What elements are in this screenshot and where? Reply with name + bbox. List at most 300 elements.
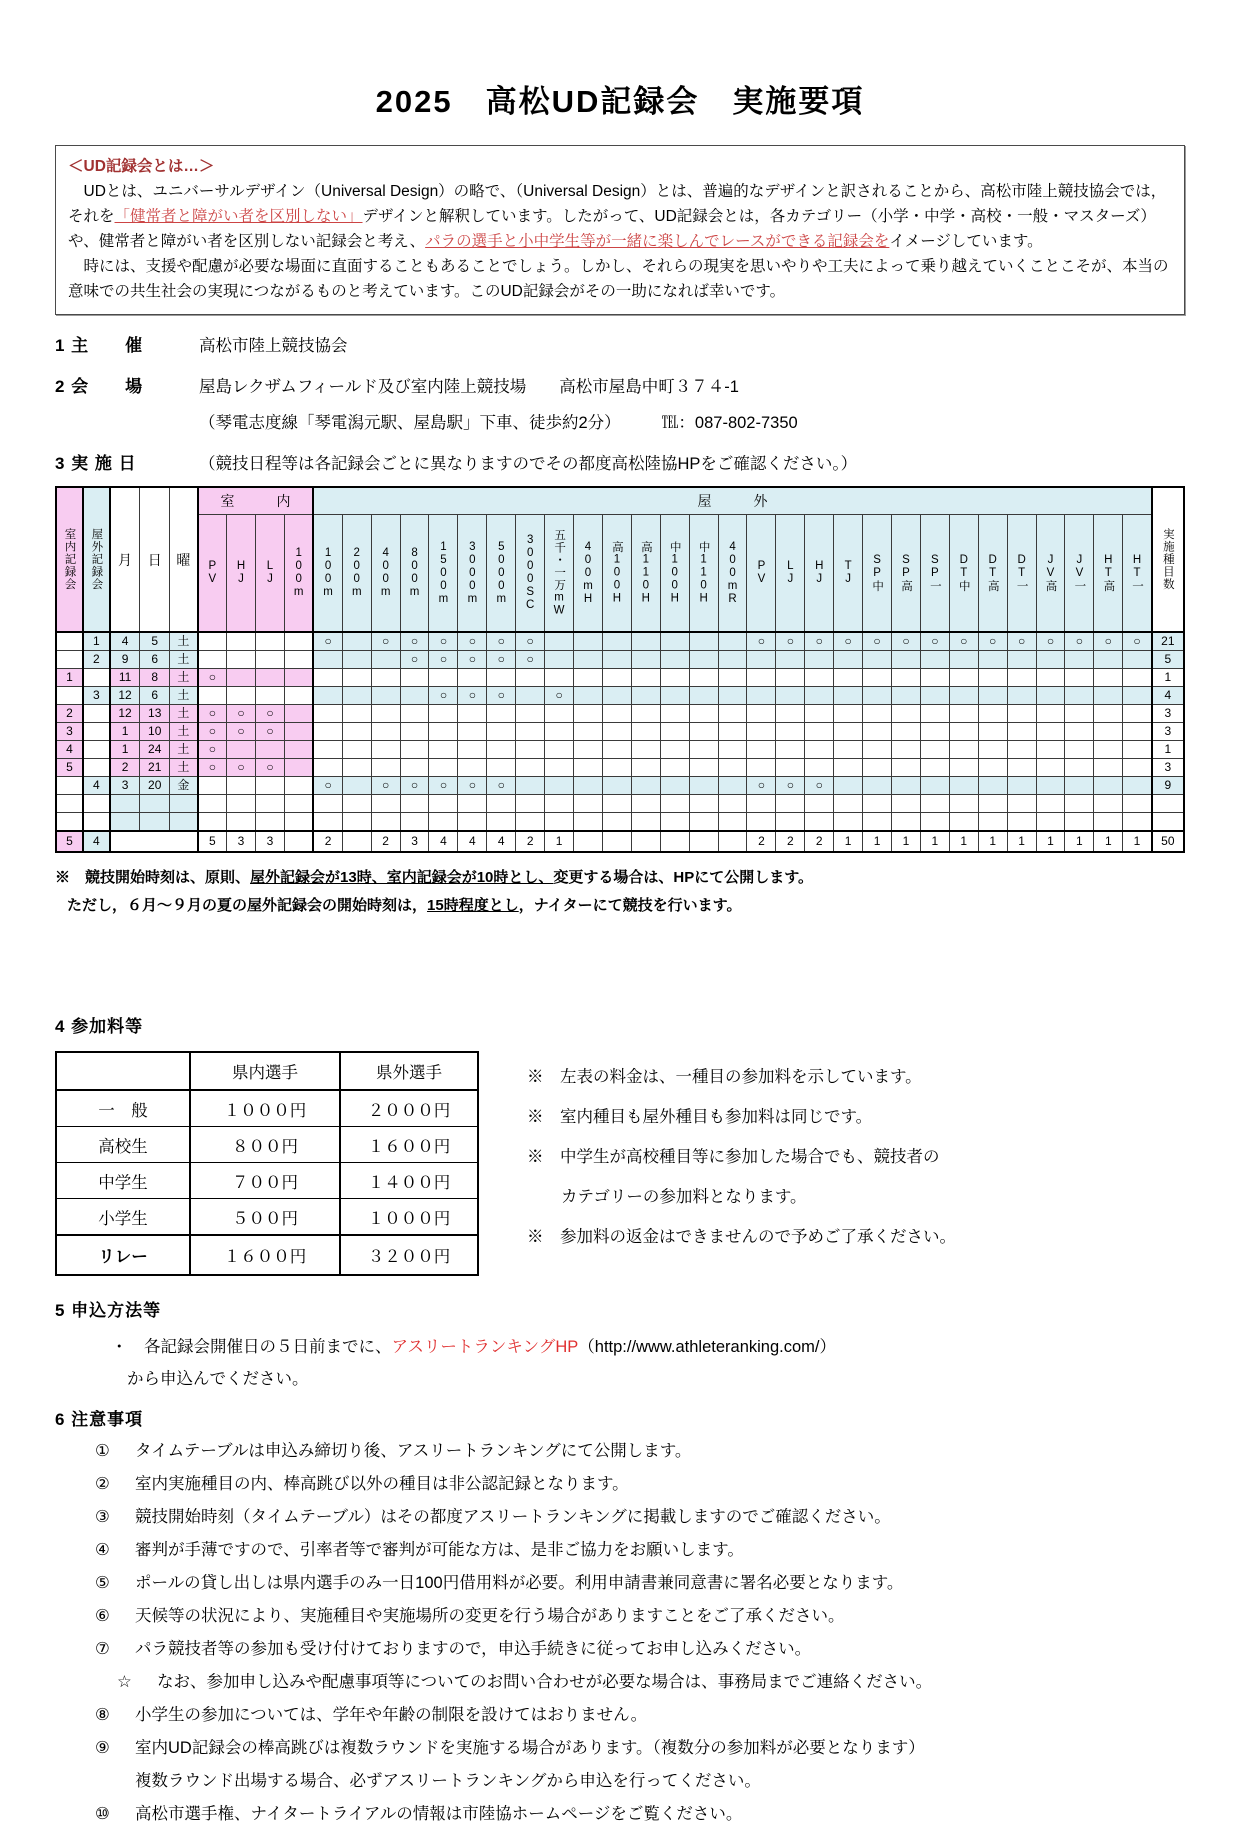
outdoor-mark-cell: [1036, 723, 1065, 741]
outdoor-mark-cell: [891, 759, 920, 777]
outdoor-meet-no: [83, 705, 110, 723]
caution-marker: ⑧: [95, 1706, 110, 1724]
indoor-mark-cell: ○: [227, 723, 256, 741]
outdoor-mark-cell: [978, 687, 1007, 705]
intro-heading: ＜UD記録会とは…＞: [68, 158, 215, 175]
outdoor-mark-cell: [487, 669, 516, 687]
fee-note-line: ※ 室内種目も屋外種目も参加料は同じです。: [527, 1108, 873, 1126]
outdoor-mark-cell: [718, 669, 747, 687]
outdoor-mark-cell: [574, 831, 603, 852]
indoor-mark-cell: [255, 687, 284, 705]
outdoor-mark-cell: [545, 723, 574, 741]
outdoor-mark-cell: [602, 759, 631, 777]
indoor-mark-cell: 3: [227, 831, 256, 852]
outdoor-mark-cell: [458, 759, 487, 777]
outdoor-mark-cell: [1036, 651, 1065, 669]
outdoor-mark-cell: [689, 651, 718, 669]
outdoor-mark-cell: ○: [429, 632, 458, 651]
outdoor-mark-cell: [545, 651, 574, 669]
outdoor-mark-cell: [805, 813, 834, 832]
fee-category-cell: 小学生: [56, 1199, 190, 1236]
outdoor-mark-cell: [516, 741, 545, 759]
outdoor-mark-cell: [747, 795, 776, 813]
indoor-event-header: [255, 515, 284, 633]
outdoor-mark-cell: [689, 741, 718, 759]
text-segment: 15時程度とし: [427, 897, 519, 914]
weekday-cell: 土: [170, 669, 198, 687]
outdoor-mark-cell: [313, 723, 342, 741]
indoor-mark-cell: [255, 651, 284, 669]
outdoor-mark-cell: [978, 777, 1007, 795]
header-label: 中110H: [697, 540, 710, 606]
day-cell: 6: [140, 687, 170, 705]
outdoor-mark-cell: [1036, 759, 1065, 777]
outdoor-mark-cell: [776, 687, 805, 705]
outdoor-mark-cell: [342, 723, 371, 741]
outdoor-mark-cell: [1094, 687, 1123, 705]
caution-text: 小学生の参加については、学年や年齢の制限を設けてはおりません。: [135, 1706, 648, 1724]
outdoor-mark-cell: ○: [1123, 632, 1152, 651]
caution-item: [55, 1473, 1185, 1495]
outdoor-mark-cell: ○: [458, 632, 487, 651]
header-label: SP高: [899, 553, 912, 593]
outdoor-mark-cell: [689, 759, 718, 777]
outdoor-mark-cell: [949, 813, 978, 832]
outdoor-mark-cell: [487, 741, 516, 759]
header-label: DT一: [1015, 553, 1028, 593]
schedule-col-header-1: [83, 487, 110, 632]
fee-outpref-cell: ２０００円: [340, 1090, 478, 1127]
outdoor-mark-cell: [1065, 651, 1094, 669]
header-label: 中100H: [668, 540, 681, 606]
header-label: 1500m: [437, 540, 450, 606]
schedule-col-header-total: [1152, 487, 1184, 632]
outdoor-mark-cell: [863, 669, 892, 687]
caution-item: [55, 1539, 1185, 1561]
apply-line-2: から申込んでください。: [127, 1370, 309, 1388]
outdoor-mark-cell: [660, 741, 689, 759]
outdoor-mark-cell: ○: [747, 777, 776, 795]
caution-item: [55, 1737, 1185, 1759]
outdoor-mark-cell: [1123, 705, 1152, 723]
outdoor-event-header: [631, 515, 660, 633]
outdoor-mark-cell: ○: [487, 777, 516, 795]
outdoor-mark-cell: [834, 669, 863, 687]
outdoor-mark-cell: 1: [1123, 831, 1152, 852]
caution-marker: ⑥: [95, 1607, 110, 1625]
outdoor-mark-cell: [574, 705, 603, 723]
outdoor-mark-cell: [371, 741, 400, 759]
outdoor-event-header: [545, 515, 574, 633]
outdoor-mark-cell: [949, 723, 978, 741]
outdoor-mark-cell: [891, 651, 920, 669]
outdoor-mark-cell: ○: [313, 777, 342, 795]
weekday-cell: [170, 795, 198, 813]
outdoor-mark-cell: [834, 687, 863, 705]
outdoor-mark-cell: ○: [1094, 632, 1123, 651]
outdoor-event-header: [920, 515, 949, 633]
outdoor-mark-cell: [891, 777, 920, 795]
outdoor-mark-cell: 1: [834, 831, 863, 852]
outdoor-mark-cell: [631, 632, 660, 651]
outdoor-event-header: [602, 515, 631, 633]
caution-item: [55, 1770, 1185, 1792]
fee-notes: [479, 1051, 956, 1276]
outdoor-mark-cell: [747, 723, 776, 741]
caution-marker: ⑦: [95, 1640, 110, 1658]
indoor-mark-cell: 5: [198, 831, 227, 852]
section-shusai: [55, 331, 1185, 356]
outdoor-event-header: [574, 515, 603, 633]
month-cell: 3: [110, 777, 140, 795]
ud-intro-box: [55, 145, 1185, 315]
indoor-meet-no: [56, 651, 83, 669]
outdoor-mark-cell: [718, 795, 747, 813]
outdoor-mark-cell: ○: [805, 777, 834, 795]
header-label: PV: [206, 560, 219, 586]
header-label: 400m: [379, 547, 392, 599]
outdoor-mark-cell: ○: [371, 777, 400, 795]
outdoor-mark-cell: [1094, 813, 1123, 832]
outdoor-mark-cell: [458, 669, 487, 687]
outdoor-mark-cell: [660, 651, 689, 669]
outdoor-mark-cell: [342, 777, 371, 795]
caution-text: なお、参加申し込みや配慮事項等についてのお問い合わせが必要な場合は、事務局までご連絡ください。: [157, 1673, 933, 1691]
outdoor-mark-cell: [602, 723, 631, 741]
outdoor-mark-cell: [400, 741, 429, 759]
outdoor-mark-cell: ○: [429, 687, 458, 705]
outdoor-mark-cell: [574, 759, 603, 777]
indoor-mark-cell: [284, 632, 313, 651]
schedule-col-header-0: [56, 487, 83, 632]
outdoor-mark-cell: [429, 759, 458, 777]
header-label: SP一: [928, 553, 941, 593]
outdoor-mark-cell: [776, 813, 805, 832]
outdoor-mark-cell: [776, 669, 805, 687]
outdoor-event-header: [487, 515, 516, 633]
outdoor-mark-cell: [776, 705, 805, 723]
weekday-cell: 土: [170, 687, 198, 705]
month-cell: 12: [110, 705, 140, 723]
outdoor-mark-cell: 2: [371, 831, 400, 852]
outdoor-mark-cell: [718, 759, 747, 777]
outdoor-mark-cell: [371, 723, 400, 741]
outdoor-mark-cell: [949, 669, 978, 687]
outdoor-mark-cell: 1: [891, 831, 920, 852]
outdoor-mark-cell: [949, 795, 978, 813]
weekday-cell: 土: [170, 741, 198, 759]
outdoor-mark-cell: [660, 795, 689, 813]
outdoor-mark-cell: [718, 687, 747, 705]
outdoor-event-header: [776, 515, 805, 633]
outdoor-mark-cell: [458, 741, 487, 759]
outdoor-mark-cell: [371, 813, 400, 832]
outdoor-mark-cell: [602, 741, 631, 759]
outdoor-mark-cell: [718, 813, 747, 832]
fee-category-cell: 高校生: [56, 1127, 190, 1163]
event-count-cell: 3: [1152, 759, 1184, 777]
outdoor-meet-no: 4: [83, 831, 110, 852]
fee-outpref-cell: １０００円: [340, 1199, 478, 1236]
fee-table: [55, 1051, 479, 1276]
day-cell: 6: [140, 651, 170, 669]
outdoor-mark-cell: [920, 777, 949, 795]
outdoor-mark-cell: [863, 651, 892, 669]
caution-marker: ③: [95, 1508, 110, 1526]
indoor-mark-cell: [198, 777, 227, 795]
outdoor-event-header: [1123, 515, 1152, 633]
outdoor-mark-cell: [920, 813, 949, 832]
section-heading-fees: 4 参加料等: [55, 1017, 144, 1036]
indoor-meet-no: [56, 795, 83, 813]
outdoor-mark-cell: [1007, 669, 1036, 687]
outdoor-mark-cell: [1065, 687, 1094, 705]
indoor-meet-no: [56, 687, 83, 705]
outdoor-mark-cell: [1123, 741, 1152, 759]
outdoor-mark-cell: [689, 687, 718, 705]
outdoor-mark-cell: [920, 759, 949, 777]
fee-row: [56, 1163, 478, 1199]
outdoor-mark-cell: 1: [1065, 831, 1094, 852]
outdoor-mark-cell: [1123, 651, 1152, 669]
outdoor-mark-cell: [1094, 741, 1123, 759]
outdoor-mark-cell: [342, 632, 371, 651]
outdoor-mark-cell: [342, 741, 371, 759]
outdoor-mark-cell: [1036, 669, 1065, 687]
venue-access-line: （琴電志度線「琴電潟元駅、屋島駅」下車、徒歩約2分） ℡：087-802-7350: [199, 414, 798, 432]
outdoor-mark-cell: [487, 759, 516, 777]
text-segment: ・ 各記録会開催日の５日前までに、: [111, 1338, 392, 1356]
outdoor-mark-cell: [718, 705, 747, 723]
indoor-meet-no: 5: [56, 831, 83, 852]
outdoor-mark-cell: [1123, 777, 1152, 795]
outdoor-mark-cell: [1123, 669, 1152, 687]
section-label: 1 主 催: [55, 336, 144, 355]
outdoor-mark-cell: [400, 759, 429, 777]
indoor-meet-no: [56, 632, 83, 651]
caution-item: [55, 1803, 1185, 1825]
caution-marker: ⑩: [95, 1805, 110, 1823]
outdoor-mark-cell: [891, 687, 920, 705]
outdoor-mark-cell: 1: [978, 831, 1007, 852]
indoor-mark-cell: ○: [255, 759, 284, 777]
outdoor-meet-no: [83, 741, 110, 759]
outdoor-mark-cell: [1007, 759, 1036, 777]
outdoor-mark-cell: [978, 669, 1007, 687]
outdoor-mark-cell: [400, 813, 429, 832]
outdoor-mark-cell: [602, 669, 631, 687]
caution-text: 競技開始時刻（タイムテーブル）はその都度アスリートランキングに掲載しますのでご確認ください。: [135, 1508, 891, 1526]
header-label: 室内記録会: [63, 528, 76, 591]
indoor-meet-no: 2: [56, 705, 83, 723]
outdoor-mark-cell: [660, 777, 689, 795]
indoor-mark-cell: [227, 813, 256, 832]
outdoor-mark-cell: [776, 651, 805, 669]
header-label: TJ: [842, 560, 855, 586]
outdoor-mark-cell: 4: [487, 831, 516, 852]
outdoor-mark-cell: [805, 741, 834, 759]
outdoor-mark-cell: [978, 813, 1007, 832]
indoor-mark-cell: [227, 741, 256, 759]
event-count-cell: 3: [1152, 705, 1184, 723]
indoor-mark-cell: [284, 651, 313, 669]
outdoor-mark-cell: ○: [458, 777, 487, 795]
fee-category-cell: 中学生: [56, 1163, 190, 1199]
schedule-col-header-4: 曜: [170, 487, 198, 632]
outdoor-mark-cell: [1123, 795, 1152, 813]
group-header-indoor: 室 内: [198, 487, 314, 515]
outdoor-mark-cell: [718, 831, 747, 852]
outdoor-mark-cell: [660, 632, 689, 651]
day-cell: 5: [140, 632, 170, 651]
weekday-cell: 土: [170, 759, 198, 777]
outdoor-mark-cell: [891, 795, 920, 813]
indoor-event-header: [284, 515, 313, 633]
outdoor-mark-cell: 1: [1036, 831, 1065, 852]
indoor-mark-cell: [284, 687, 313, 705]
month-cell: 9: [110, 651, 140, 669]
outdoor-mark-cell: [978, 795, 1007, 813]
outdoor-mark-cell: [1094, 705, 1123, 723]
event-count-cell: [1152, 813, 1184, 832]
outdoor-mark-cell: [342, 687, 371, 705]
outdoor-mark-cell: [400, 723, 429, 741]
outdoor-event-header: [834, 515, 863, 633]
apply-line-1: [55, 1333, 1185, 1357]
outdoor-mark-cell: ○: [978, 632, 1007, 651]
outdoor-mark-cell: [371, 705, 400, 723]
outdoor-mark-cell: [805, 723, 834, 741]
outdoor-event-header: [400, 515, 429, 633]
outdoor-mark-cell: [660, 687, 689, 705]
caution-text: タイムテーブルは申込み締切り後、アスリートランキングにて公開します。: [135, 1442, 692, 1460]
outdoor-event-header: [371, 515, 400, 633]
caution-marker: ⑨: [95, 1739, 110, 1757]
header-label: 実施種目数: [1161, 528, 1174, 591]
outdoor-mark-cell: [400, 687, 429, 705]
outdoor-mark-cell: [863, 795, 892, 813]
outdoor-mark-cell: [1123, 723, 1152, 741]
indoor-mark-cell: [284, 795, 313, 813]
outdoor-mark-cell: [920, 795, 949, 813]
outdoor-mark-cell: [1094, 759, 1123, 777]
outdoor-mark-cell: [602, 651, 631, 669]
outdoor-mark-cell: [458, 705, 487, 723]
weekday-cell: 土: [170, 705, 198, 723]
event-count-cell: 21: [1152, 632, 1184, 651]
outdoor-mark-cell: [863, 759, 892, 777]
outdoor-mark-cell: [313, 651, 342, 669]
outdoor-mark-cell: ○: [863, 632, 892, 651]
outdoor-mark-cell: ○: [1036, 632, 1065, 651]
indoor-mark-cell: ○: [198, 759, 227, 777]
outdoor-event-header: [891, 515, 920, 633]
outdoor-meet-no: 1: [83, 632, 110, 651]
outdoor-mark-cell: 1: [949, 831, 978, 852]
outdoor-mark-cell: [747, 759, 776, 777]
document-content: [0, 76, 1240, 1825]
month-cell: [110, 795, 140, 813]
outdoor-mark-cell: [371, 651, 400, 669]
month-cell: 11: [110, 669, 140, 687]
outdoor-mark-cell: [1123, 759, 1152, 777]
outdoor-mark-cell: [776, 759, 805, 777]
month-cell: 4: [110, 632, 140, 651]
outdoor-mark-cell: [1007, 777, 1036, 795]
outdoor-mark-cell: [891, 813, 920, 832]
outdoor-mark-cell: [371, 669, 400, 687]
caution-text: ポールの貸し出しは県内選手のみ一日100円借用料が必要。利用申請書兼同意書に署名必要となります。: [135, 1574, 904, 1592]
outdoor-event-header: [1094, 515, 1123, 633]
outdoor-event-header: [747, 515, 776, 633]
event-count-cell: 1: [1152, 741, 1184, 759]
outdoor-mark-cell: ○: [313, 632, 342, 651]
outdoor-mark-cell: ○: [920, 632, 949, 651]
outdoor-mark-cell: [660, 759, 689, 777]
outdoor-mark-cell: [631, 723, 660, 741]
outdoor-mark-cell: [487, 813, 516, 832]
text-segment: 時には、支援や配慮が必要な場面に直面することもあることでしょう。しかし、それらの現実を思いやりや工夫によって乗り越えていくことこそが、本当の意味での共生社会の実現につながるものと考えています。このUD記録会がその一助になれば幸いです。: [68, 258, 1169, 300]
outdoor-mark-cell: 2: [776, 831, 805, 852]
fee-row: [56, 1199, 478, 1236]
caution-item: [55, 1572, 1185, 1594]
header-label: 高110H: [639, 540, 652, 606]
indoor-event-header: [198, 515, 227, 633]
outdoor-mark-cell: [805, 669, 834, 687]
outdoor-mark-cell: ○: [1065, 632, 1094, 651]
header-label: HT一: [1130, 553, 1143, 593]
outdoor-mark-cell: [1065, 741, 1094, 759]
outdoor-mark-cell: [313, 795, 342, 813]
outdoor-mark-cell: [545, 705, 574, 723]
page-title: 2025 高松UD記録会 実施要項: [375, 84, 865, 119]
text-segment: イメージしています。: [889, 233, 1043, 250]
group-header-outdoor: 屋 外: [313, 487, 1151, 515]
outdoor-event-header: [863, 515, 892, 633]
date-cell-merged: [110, 831, 198, 852]
schedule-table: [55, 486, 1185, 853]
section-label: 2 会 場: [55, 377, 144, 396]
outdoor-mark-cell: [602, 687, 631, 705]
header-label: HT高: [1102, 553, 1115, 593]
schedule-col-header-2: 月: [110, 487, 140, 632]
outdoor-mark-cell: [574, 813, 603, 832]
fee-note-line: ※ 中学生が高校種目等に参加した場合でも、競技者の: [527, 1148, 940, 1166]
outdoor-mark-cell: 1: [1007, 831, 1036, 852]
caution-text: 室内実施種目の内、棒高跳び以外の種目は非公認記録となります。: [135, 1475, 629, 1493]
outdoor-mark-cell: [516, 777, 545, 795]
indoor-mark-cell: [284, 759, 313, 777]
header-label: JV高: [1044, 553, 1057, 593]
outdoor-mark-cell: [516, 759, 545, 777]
event-count-cell: 1: [1152, 669, 1184, 687]
outdoor-event-header: [660, 515, 689, 633]
outdoor-mark-cell: ○: [487, 651, 516, 669]
outdoor-mark-cell: ○: [545, 687, 574, 705]
outdoor-mark-cell: [891, 723, 920, 741]
outdoor-mark-cell: [545, 632, 574, 651]
day-cell: [140, 813, 170, 832]
outdoor-mark-cell: [545, 741, 574, 759]
header-label: 200m: [350, 547, 363, 599]
section-value: （競技日程等は各記録会ごとに異なりますのでその都度高松陸協HPをご確認ください。）: [199, 455, 858, 473]
outdoor-mark-cell: [834, 741, 863, 759]
weekday-cell: [170, 813, 198, 832]
outdoor-mark-cell: ○: [487, 687, 516, 705]
outdoor-event-header: [429, 515, 458, 633]
outdoor-mark-cell: [429, 723, 458, 741]
outdoor-mark-cell: [949, 741, 978, 759]
